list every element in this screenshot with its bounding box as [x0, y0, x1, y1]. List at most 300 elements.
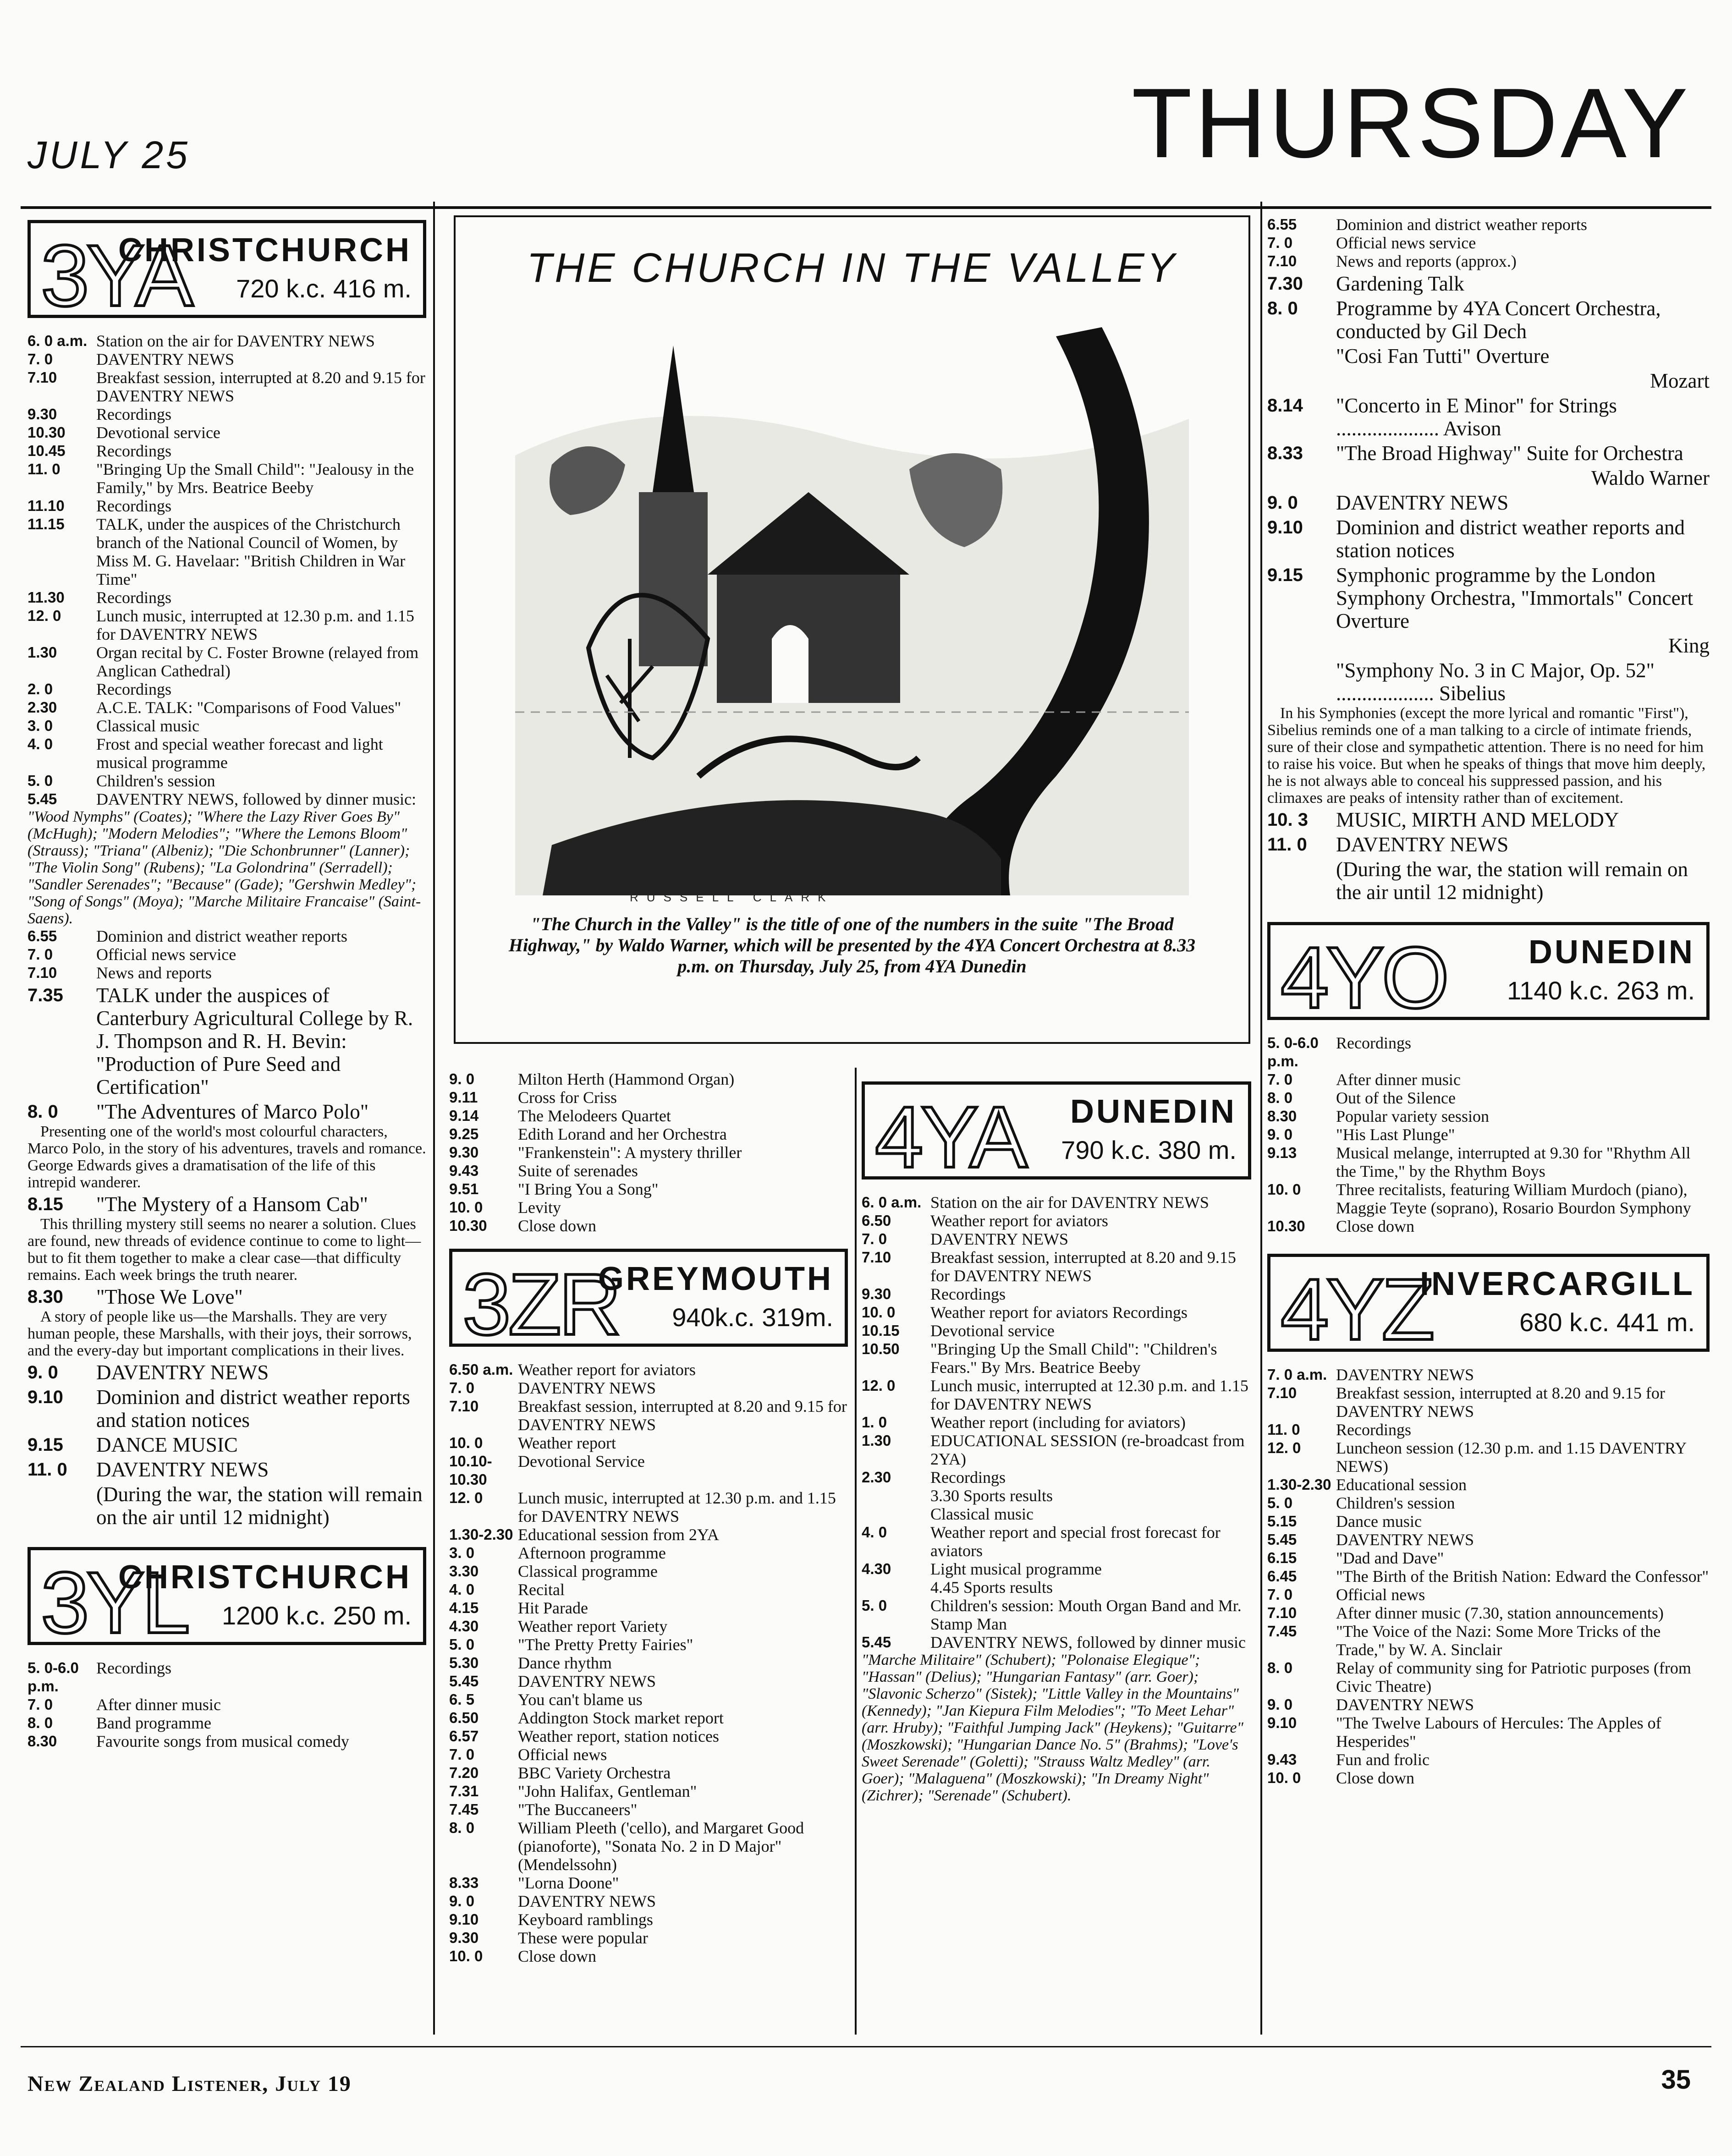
- programme-time: 9.30: [449, 1929, 479, 1946]
- programme-title: "The Birth of the British Nation: Edward the Confessor": [1336, 1567, 1709, 1585]
- programme-item: [449, 1727, 848, 1745]
- programme-title: "Dad and Dave": [1336, 1549, 1444, 1567]
- programme-item: [27, 350, 426, 368]
- programme-time: 5.15: [1267, 1513, 1297, 1530]
- programme-item: [1267, 833, 1710, 856]
- programme-title: Favourite songs from musical comedy: [96, 1732, 349, 1750]
- programme-time: 10.30: [27, 424, 66, 441]
- programme-time: 10. 0: [1267, 1181, 1301, 1198]
- programme-title: Recordings: [1336, 1034, 1411, 1052]
- programme-time: 9.15: [27, 1435, 63, 1455]
- programme-item: [449, 1217, 848, 1235]
- programme-time: 8.33: [1267, 443, 1303, 463]
- programme-item: [449, 1892, 848, 1910]
- programme-time: 6.50: [862, 1212, 891, 1229]
- programme-item: [862, 1340, 1251, 1377]
- programme-item: [1267, 1180, 1710, 1217]
- programme-time: 5.30: [449, 1654, 479, 1671]
- programme-time: 9.10: [27, 1387, 63, 1407]
- programme-item: [1267, 1439, 1710, 1476]
- programme-title: Milton Herth (Hammond Organ): [518, 1070, 735, 1088]
- programme-item: [449, 1690, 848, 1709]
- programme-time: 6. 0 a.m.: [862, 1194, 922, 1211]
- programme-item: [449, 1198, 848, 1217]
- programme-item: [1267, 297, 1710, 343]
- programme-item: [1267, 1714, 1710, 1750]
- programme-title: BBC Variety Orchestra: [518, 1764, 671, 1782]
- programme-title: Official news: [518, 1745, 607, 1764]
- programme-item: [27, 790, 426, 808]
- programme-time: 7. 0: [1267, 234, 1293, 251]
- programme-title: DAVENTRY NEWS, followed by dinner music:: [96, 790, 416, 808]
- programme-title: Weather report for aviators Recordings: [930, 1303, 1188, 1322]
- programme-title: Station on the air for DAVENTRY NEWS: [96, 332, 375, 350]
- programme-list: [862, 1193, 1251, 1651]
- programme-time: 1. 0: [862, 1414, 887, 1431]
- programme-time: 10. 0: [1267, 1769, 1301, 1786]
- programme-title: DAVENTRY NEWS: [1336, 1695, 1474, 1714]
- programme-title: Weather report Variety: [518, 1617, 668, 1635]
- programme-list: [1267, 215, 1710, 270]
- programme-item: [862, 1212, 1251, 1230]
- programme-title: "His Last Plunge": [1336, 1125, 1455, 1144]
- programme-title: Recordings: [930, 1468, 1006, 1487]
- programme-item: [449, 1672, 848, 1690]
- programme-title: EDUCATIONAL SESSION (re-broadcast from 2YA): [930, 1432, 1245, 1468]
- programme-time: 7.10: [1267, 252, 1297, 269]
- programme-time: 8.30: [27, 1287, 63, 1307]
- station-frequency: 680 k.c. 441 m.: [1519, 1308, 1695, 1337]
- programme-time: [862, 1578, 930, 1596]
- programme-title: Station on the air for DAVENTRY NEWS: [930, 1193, 1209, 1212]
- station-frequency: 1200 k.c. 250 m.: [221, 1601, 412, 1630]
- artist-signature: [630, 889, 951, 907]
- station-frequency: 720 k.c. 416 m.: [236, 274, 412, 303]
- programme-time: 7. 0: [449, 1379, 475, 1396]
- programme-time: 10.50: [862, 1340, 900, 1357]
- programme-time: 5. 0: [862, 1597, 887, 1614]
- programme-item: [1267, 1107, 1710, 1125]
- programme-time: 10.15: [862, 1322, 900, 1339]
- programme-note: A story of people like us—the Marshalls. They are very human people, these Marshalls, with their joys, their sorrows, and the every-day but important complications in their lives.: [27, 1308, 412, 1359]
- programme-time: 2.30: [862, 1469, 891, 1486]
- station-header-3ya: [27, 220, 426, 324]
- programme-title: After dinner music (7.30, station announcements): [1336, 1604, 1664, 1622]
- programme-title: Classical music: [96, 717, 199, 735]
- programme-item: [27, 1732, 426, 1750]
- programme-time: 7. 0 a.m.: [1267, 1366, 1327, 1383]
- programme-time: 8. 0: [1267, 1089, 1293, 1106]
- programme-item: [862, 1377, 1251, 1413]
- programme-item: [862, 1322, 1251, 1340]
- station-logo: 3YA: [41, 227, 191, 324]
- programme-title: DAVENTRY NEWS: [930, 1230, 1069, 1248]
- programme-time: 9.43: [1267, 1751, 1297, 1768]
- programme-title: Frost and special weather forecast and light musical programme: [96, 735, 383, 772]
- programme-item: [27, 332, 426, 350]
- programme-time: 6.55: [27, 927, 57, 944]
- programme-item: [1267, 252, 1710, 270]
- station-frequency: 1140 k.c. 263 m.: [1507, 976, 1695, 1005]
- column-4ya: [862, 1077, 1251, 1804]
- programme-title: DAVENTRY NEWS: [1336, 491, 1509, 514]
- programme-item: [1267, 215, 1710, 234]
- programme-title: "Concerto in E Minor" for Strings .................... Avison: [1336, 394, 1617, 440]
- column-divider: [855, 1068, 857, 2035]
- programme-item: [449, 1709, 848, 1727]
- programme-item: [1267, 369, 1710, 392]
- programme-time: 7.10: [27, 964, 57, 981]
- programme-item: [862, 1303, 1251, 1322]
- station-header-3yl: [27, 1547, 426, 1651]
- programme-title: DAVENTRY NEWS: [518, 1892, 656, 1910]
- programme-item: [27, 607, 426, 643]
- programme-item: [449, 1088, 848, 1107]
- programme-title: Weather report and special frost forecast for aviators: [930, 1523, 1221, 1560]
- programme-item: [449, 1162, 848, 1180]
- programme-title: Keyboard ramblings: [518, 1910, 653, 1929]
- programme-list: [27, 332, 426, 808]
- programme-time: 4. 0: [449, 1581, 475, 1598]
- programme-item: [449, 1947, 848, 1965]
- programme-title: Close down: [1336, 1217, 1414, 1235]
- programme-title: Educational session from 2YA: [518, 1525, 719, 1544]
- programme-time: 9.13: [1267, 1144, 1297, 1161]
- programme-title: Classical music: [930, 1505, 1034, 1523]
- programme-item: [27, 1695, 426, 1714]
- programme-title: "John Halifax, Gentleman": [518, 1782, 697, 1800]
- programme-title: DAVENTRY NEWS: [1336, 833, 1509, 856]
- programme-item: [449, 1107, 848, 1125]
- programme-time: 7. 0: [1267, 1586, 1293, 1603]
- programme-time: 6.50: [449, 1709, 479, 1726]
- programme-title: (During the war, the station will remain on the air until 12 midnight): [96, 1483, 423, 1529]
- programme-time: 12. 0: [27, 607, 61, 624]
- programme-note: In his Symphonies (except the more lyrical and romantic "First"), Sibelius reminds one of a man talking to a circle of intimate friends, sure of their close and sympathetic attention. There is no need for him to raise his voice. But when he speaks of things that move him deeply, he is not always able to conceal his suppressed passion, and his climaxes are peaks of intensity rather than of excitement.: [1267, 705, 1706, 806]
- programme-title: "I Bring You a Song": [518, 1180, 659, 1198]
- programme-item: [449, 1180, 848, 1198]
- programme-title: Recordings: [96, 1659, 171, 1677]
- programme-item: [1267, 345, 1710, 368]
- programme-item: [449, 1599, 848, 1617]
- programme-title: Official news: [1336, 1585, 1425, 1604]
- programme-title: Official news service: [1336, 234, 1476, 252]
- programme-list: [1267, 272, 1710, 705]
- page-number: 35: [1661, 2065, 1691, 2095]
- programme-title: Close down: [1336, 1769, 1414, 1787]
- programme-time: 5. 0-6.0 p.m.: [1267, 1034, 1319, 1070]
- station-frequency: 940k.c. 319m.: [672, 1303, 833, 1332]
- programme-title: Luncheon session (12.30 p.m. and 1.15 DAVENTRY NEWS): [1336, 1439, 1686, 1476]
- programme-title: DAVENTRY NEWS, followed by dinner music: [930, 1633, 1246, 1651]
- programme-item: [27, 717, 426, 735]
- programme-title: Mozart: [1650, 369, 1710, 392]
- programme-title: Recordings: [930, 1285, 1006, 1303]
- programme-item: [449, 1452, 848, 1489]
- programme-title: DAVENTRY NEWS: [96, 1458, 269, 1481]
- programme-item: [1267, 1144, 1710, 1180]
- page-day-title: THURSDAY: [1131, 67, 1691, 178]
- programme-title: Children's session: Mouth Organ Band and Mr. Stamp Man: [930, 1596, 1242, 1633]
- programme-item: [862, 1248, 1251, 1285]
- programme-title: Musical melange, interrupted at 9.30 for "Rhythm All the Time," by the Rhythm Boys: [1336, 1144, 1691, 1180]
- programme-item: [862, 1230, 1251, 1248]
- programme-item: [862, 1505, 1251, 1523]
- programme-title: Recordings: [96, 405, 171, 423]
- programme-time: 3. 0: [449, 1544, 475, 1561]
- programme-list: [27, 1361, 426, 1529]
- station-logo: 4YO: [1281, 929, 1447, 1026]
- programme-title: Official news service: [96, 945, 236, 964]
- programme-item: [449, 1544, 848, 1562]
- programme-title: DANCE MUSIC: [96, 1433, 238, 1456]
- programme-item: [449, 1782, 848, 1800]
- programme-time: 7. 0: [27, 351, 53, 368]
- programme-time: 6.55: [1267, 216, 1297, 233]
- programme-title: DAVENTRY NEWS: [96, 1361, 269, 1384]
- dinner-music-note: "Wood Nymphs" (Coates); "Where the Lazy River Goes By" (McHugh); "Modern Melodies"; "Where the Lemons Bloom" (Strauss); "Triana" (Albeniz); "Die Schonbrunner" (Lanner); "The Violin Song" (Rubens); "La Golondrina" (Serradell); "Sandler Serenades"; "Because" (Gade); "Gershwin Medley"; "Song of Songs" (Moya); "Marche Militaire Francaise" (Saint-Saens).: [27, 808, 421, 927]
- programme-title: "The Adventures of Marco Polo": [96, 1100, 369, 1123]
- programme-time: 10. 3: [1267, 810, 1308, 830]
- programme-item: [27, 515, 426, 588]
- programme-time: 7.30: [1267, 274, 1303, 294]
- programme-item: [27, 945, 426, 964]
- programme-title: King: [1668, 634, 1710, 657]
- station-frequency: 790 k.c. 380 m.: [1061, 1136, 1237, 1164]
- programme-item: [1267, 1695, 1710, 1714]
- programme-time: 7.20: [449, 1764, 479, 1781]
- programme-title: Three recitalists, featuring William Murdoch (piano), Maggie Teyte (soprano), Rosario Bourdon Symphony: [1336, 1180, 1691, 1217]
- programme-title: Dominion and district weather reports and station notices: [96, 1386, 410, 1432]
- programme-time: 11. 0: [1267, 1421, 1300, 1438]
- programme-title: Dance music: [1336, 1512, 1422, 1531]
- programme-time: [862, 1505, 930, 1523]
- programme-title: "Lorna Doone": [518, 1874, 619, 1892]
- programme-title: Weather report for aviators: [930, 1212, 1108, 1230]
- programme-time: [1267, 466, 1336, 489]
- programme-item: [449, 1361, 848, 1379]
- programme-item: [1267, 1421, 1710, 1439]
- station-city: INVERCARGILL: [1420, 1266, 1695, 1302]
- station-header-4ya: [862, 1081, 1251, 1186]
- programme-title: DAVENTRY NEWS: [518, 1672, 656, 1690]
- programme-time: 9. 0: [449, 1070, 475, 1087]
- programme-title: William Pleeth ('cello), and Margaret Good (pianoforte), "Sonata No. 2 in D Major" (Mendelssohn): [518, 1819, 804, 1874]
- programme-time: 1.30-2.30: [1267, 1476, 1331, 1493]
- programme-item: [1267, 1549, 1710, 1567]
- programme-list: [1267, 808, 1710, 904]
- programme-time: 11. 0: [27, 461, 60, 477]
- programme-item: [27, 964, 426, 982]
- programme-title: Classical programme: [518, 1562, 658, 1580]
- programme-time: 10. 0: [449, 1434, 483, 1451]
- programme-title: Close down: [518, 1947, 596, 1965]
- footer-publication: New Zealand Listener, July 19: [27, 2072, 352, 2096]
- programme-time: 7. 0: [27, 946, 53, 963]
- programme-item: [27, 772, 426, 790]
- programme-time: 9.11: [449, 1089, 478, 1106]
- programme-time: 5.45: [27, 790, 57, 807]
- programme-title: Close down: [518, 1217, 596, 1235]
- programme-title: Devotional Service: [518, 1452, 645, 1470]
- programme-title: DAVENTRY NEWS: [1336, 1531, 1474, 1549]
- programme-title: Edith Lorand and her Orchestra: [518, 1125, 727, 1143]
- programme-item: [449, 1489, 848, 1525]
- programme-title: "The Mystery of a Hansom Cab": [96, 1193, 368, 1216]
- programme-item: [449, 1654, 848, 1672]
- programme-item: [862, 1560, 1251, 1578]
- programme-item: [27, 442, 426, 460]
- programme-time: 8. 0: [1267, 1659, 1293, 1676]
- programme-time: 9. 0: [1267, 493, 1298, 513]
- programme-title: 4.45 Sports results: [930, 1578, 1053, 1596]
- programme-time: 9.15: [1267, 565, 1303, 585]
- programme-title: TALK under the auspices of Canterbury Agricultural College by R. J. Thompson and R. H. Bevin: "Production of Pure Seed and Certification": [96, 984, 413, 1098]
- programme-time: 7. 0: [862, 1230, 887, 1247]
- programme-item: [27, 984, 426, 1098]
- programme-title: 3.30 Sports results: [930, 1487, 1053, 1505]
- programme-time: 3.30: [449, 1563, 479, 1580]
- programme-item: [1267, 1750, 1710, 1769]
- programme-title: Lunch music, interrupted at 12.30 p.m. and 1.15 for DAVENTRY NEWS: [96, 607, 414, 643]
- programme-item: [1267, 1494, 1710, 1512]
- programme-title: Dance rhythm: [518, 1654, 612, 1672]
- programme-item: [1267, 808, 1710, 831]
- programme-list: [1267, 1366, 1710, 1787]
- programme-time: 9.14: [449, 1107, 479, 1124]
- programme-item: [1267, 1476, 1710, 1494]
- programme-time: 12. 0: [1267, 1439, 1301, 1456]
- programme-item: [1267, 1604, 1710, 1622]
- programme-item: [1267, 659, 1710, 705]
- programme-time: 11.30: [27, 589, 65, 606]
- programme-title: The Melodeers Quartet: [518, 1107, 671, 1125]
- programme-title: Devotional service: [930, 1322, 1055, 1340]
- programme-title: Children's session: [96, 772, 215, 790]
- programme-time: 9.43: [449, 1162, 479, 1179]
- column-4ya-continued: [1267, 215, 1710, 1787]
- programme-item: [27, 423, 426, 442]
- programme-item: [449, 1525, 848, 1544]
- programme-time: [1267, 369, 1336, 392]
- programme-time: 8.30: [1267, 1108, 1297, 1125]
- programme-item: [27, 643, 426, 680]
- programme-item: [862, 1468, 1251, 1487]
- programme-title: TALK, under the auspices of the Christchurch branch of the National Council of Women, by Miss M. G. Havelaar: "British Children in War Time": [96, 515, 406, 588]
- station-city: CHRISTCHURCH: [118, 232, 412, 269]
- station-header-4yo: [1267, 922, 1710, 1026]
- column-3ya: [27, 215, 426, 1750]
- dinner-music-note: "Marche Militaire" (Schubert); "Polonaise Elegique"; "Hassan" (Delius); "Hungarian Fantasy" (arr. Goer); "Slavonic Scherzo" (Sistek); "Little Valley in the Mountains" (Kennedy); "Jan Kiepura Film Melodies"; "To Meet Lehar" (arr. Hruby); "Faithful Jumping Jack" (Heykens); "Guitarre" (Moszkowski); "Hungarian Dance No. 5" (Brahms); "Love's Sweet Serenade" (Goletti); "Strauss Waltz Medley" (arr. Goer); "Malaguena" (Moszkowski); "In Dreamy Night" (Zichrer); "Serenade" (Schubert).: [862, 1651, 1243, 1804]
- programme-time: 5. 0: [1267, 1494, 1293, 1511]
- programme-title: You can't blame us: [518, 1690, 643, 1709]
- programme-time: 6. 0 a.m.: [27, 332, 88, 349]
- programme-title: Recordings: [96, 497, 171, 515]
- programme-title: Weather report, station notices: [518, 1727, 719, 1745]
- programme-title: Lunch music, interrupted at 12.30 p.m. and 1.15 for DAVENTRY NEWS: [930, 1377, 1248, 1413]
- programme-time: 4. 0: [27, 735, 53, 752]
- programme-item: [1267, 1125, 1710, 1144]
- programme-time: [862, 1487, 930, 1505]
- station-city: GREYMOUTH: [598, 1261, 833, 1297]
- programme-list: [449, 1361, 848, 1965]
- programme-item: [1267, 442, 1710, 465]
- programme-time: 7. 0: [449, 1746, 475, 1763]
- station-header-3zr: [449, 1249, 848, 1353]
- programme-item: [862, 1487, 1251, 1505]
- programme-item: [27, 1193, 426, 1216]
- programme-time: 4.30: [862, 1560, 891, 1577]
- programme-time: 4. 0: [862, 1524, 887, 1541]
- page-date: JULY 25: [27, 133, 190, 176]
- programme-item: [862, 1285, 1251, 1303]
- programme-item: [1267, 1034, 1710, 1070]
- programme-time: 2.30: [27, 699, 57, 716]
- programme-time: 10.30: [1267, 1218, 1305, 1234]
- programme-title: "Those We Love": [96, 1285, 243, 1308]
- programme-time: 7.31: [449, 1783, 479, 1799]
- programme-time: 9. 0: [27, 1362, 58, 1382]
- illustration-panel: [454, 215, 1250, 1044]
- programme-time: 7.10: [1267, 1384, 1297, 1401]
- programme-time: 5.45: [449, 1673, 479, 1690]
- programme-title: Recordings: [1336, 1421, 1411, 1439]
- programme-title: Waldo Warner: [1591, 466, 1710, 489]
- programme-title: MUSIC, MIRTH AND MELODY: [1336, 808, 1619, 831]
- programme-title: Organ recital by C. Foster Browne (relayed from Anglican Cathedral): [96, 643, 419, 680]
- station-header-4yz: [1267, 1254, 1710, 1358]
- programme-title: These were popular: [518, 1929, 648, 1947]
- programme-title: Afternoon programme: [518, 1544, 666, 1562]
- programme-time: 7. 0: [27, 1696, 53, 1713]
- programme-time: 4.30: [449, 1618, 479, 1635]
- illustration-caption: "The Church in the Valley" is the title of one of the numbers in the suite "The Broad Highway," by Waldo Warner, which will be presented by the 4YA Concert Orchestra at 8.33 p.m. on Thursday, July 25, from 4YA Dunedin: [508, 914, 1196, 977]
- programme-title: "The Voice of the Nazi: Some More Tricks of the Trade," by W. A. Sinclair: [1336, 1622, 1661, 1659]
- programme-title: Symphonic programme by the London Symphony Orchestra, "Immortals" Concert Overture: [1336, 564, 1694, 632]
- programme-title: Breakfast session, interrupted at 8.20 and 9.15 for DAVENTRY NEWS: [518, 1397, 847, 1434]
- programme-time: [1267, 634, 1336, 657]
- programme-title: Children's session: [1336, 1494, 1455, 1512]
- programme-item: [27, 1285, 426, 1308]
- programme-time: 6.57: [449, 1728, 479, 1745]
- programme-item: [27, 1361, 426, 1384]
- programme-item: [27, 405, 426, 423]
- programme-item: [449, 1800, 848, 1819]
- programme-time: 1.30: [862, 1432, 891, 1449]
- column-divider: [433, 202, 435, 2035]
- programme-item: [449, 1125, 848, 1143]
- programme-item: [1267, 564, 1710, 632]
- programme-item: [1267, 466, 1710, 489]
- programme-time: 8. 0: [1267, 298, 1298, 318]
- station-city: DUNEDIN: [1070, 1093, 1237, 1130]
- programme-title: "Bringing Up the Small Child": "Children's Fears." By Mrs. Beatrice Beeby: [930, 1340, 1217, 1377]
- programme-item: [27, 1458, 426, 1481]
- programme-title: Recordings: [96, 442, 171, 460]
- programme-time: [27, 1483, 96, 1529]
- programme-time: 4.15: [449, 1599, 479, 1616]
- programme-item: [1267, 1769, 1710, 1787]
- programme-time: 5. 0: [27, 772, 53, 789]
- programme-title: Dominion and district weather reports and station notices: [1336, 516, 1685, 562]
- programme-item: [27, 1433, 426, 1456]
- programme-item: [27, 680, 426, 698]
- programme-item: [862, 1523, 1251, 1560]
- programme-title: A.C.E. TALK: "Comparisons of Food Values": [96, 698, 401, 717]
- programme-time: 9.10: [1267, 517, 1303, 538]
- programme-item: [27, 588, 426, 607]
- church-illustration: [515, 318, 1189, 895]
